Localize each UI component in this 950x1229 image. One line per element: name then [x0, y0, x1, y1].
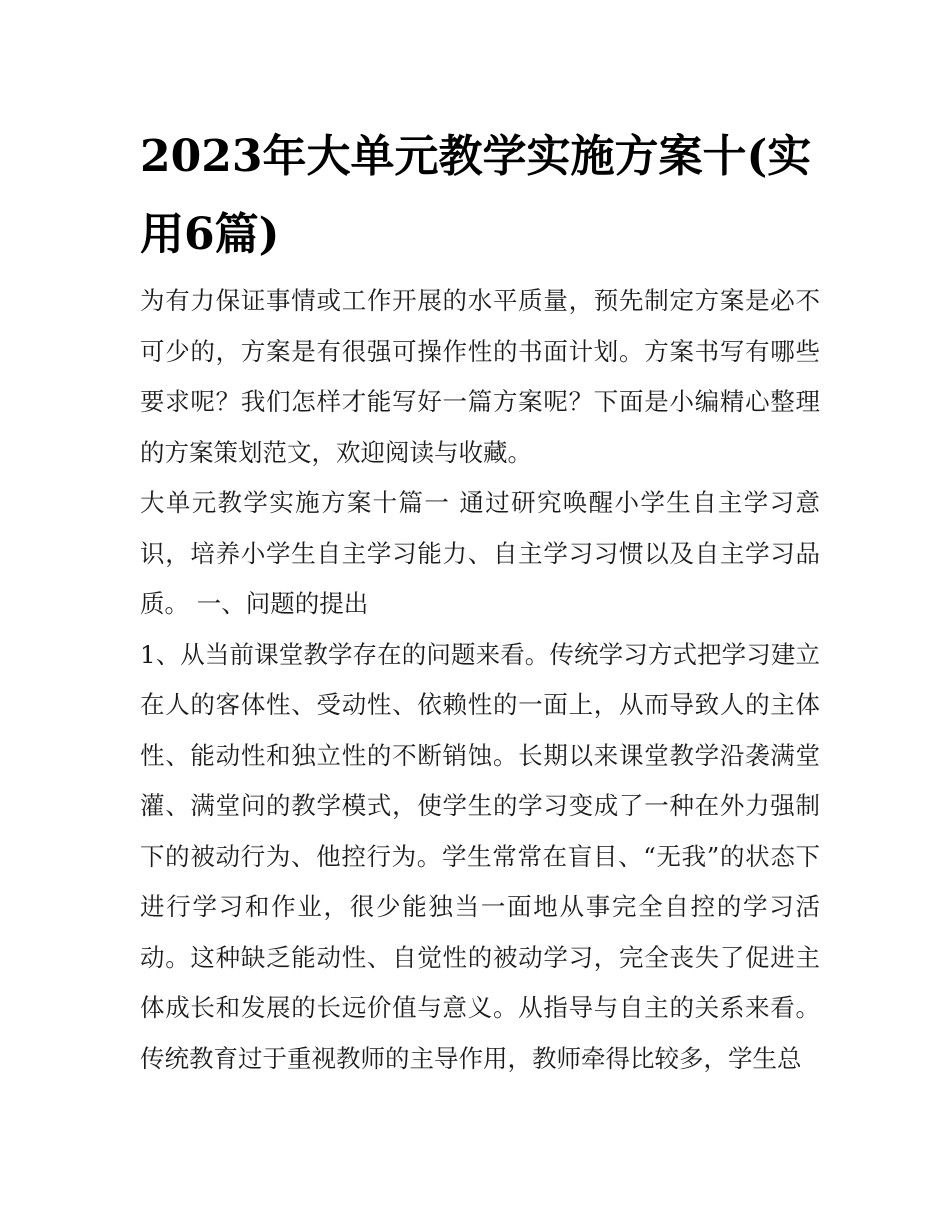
section-one-paragraph: 大单元教学实施方案十篇一 通过研究唤醒小学生自主学习意识，培养小学生自主学习能力、自主学习习惯以及自主学习品质。 一、问题的提出 [140, 488, 820, 618]
document-title: 2023年大单元教学实施方案十(实用6篇) [140, 131, 812, 260]
intro-paragraph: 为有力保证事情或工作开展的水平质量，预先制定方案是必不可少的，方案是有很强可操作性的书面计划。方案书写有哪些要求呢？我们怎样才能写好一篇方案呢？下面是小编精心整理的方案策划范文，欢迎阅读与收藏。 [140, 286, 820, 467]
point-one-paragraph: 1、从当前课堂教学存在的问题来看。传统学习方式把学习建立在人的客体性、受动性、依赖性的一面上，从而导致人的主体性、能动性和独立性的不断销蚀。长期以来课堂教学沿袭满堂灌、满堂问的教学模式，使学生的学习变成了一种在外力强制下的被动行为、他控行为。学生常常在盲目、“无我”的状态下进行学习和作业，很少能独当一面地从事完全自控的学习活动。这种缺乏能动性、自觉性的被动学习，完全丧失了促进主体成长和发展的长远价值与意义。从指导与自主的关系来看。传统教育过于重视教师的主导作用，教师牵得比较多，学生总 [140, 639, 820, 1073]
document-body [140, 276, 820, 1084]
